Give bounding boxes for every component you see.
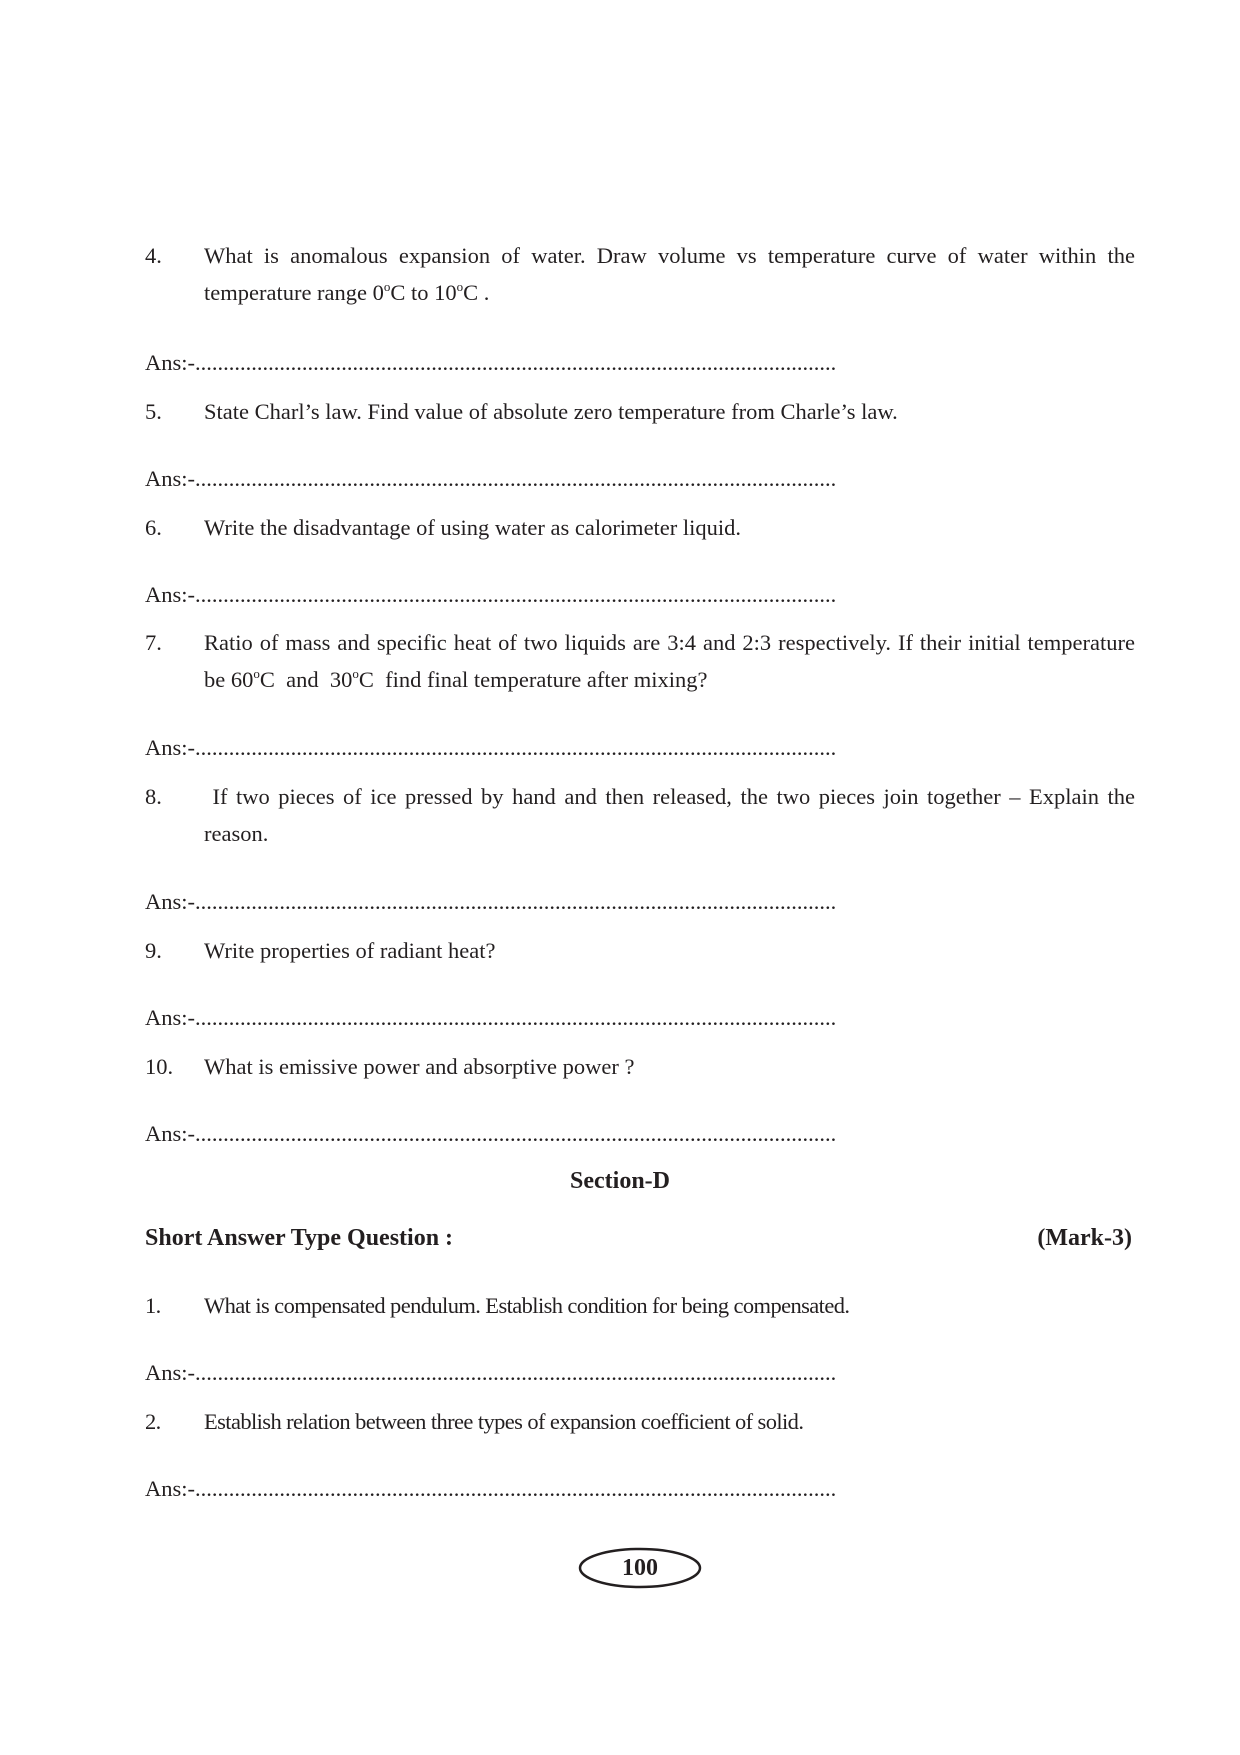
section-heading: Short Answer Type Question : [145, 1225, 454, 1251]
answer-label: Ans:- [145, 582, 195, 607]
page-number: 100 [622, 1555, 658, 1581]
answer-dots: .................................................................................................................. [195, 466, 837, 491]
answer-dots: .................................................................................................................. [195, 1121, 837, 1146]
question-text: Write properties of radiant heat? [204, 938, 496, 963]
answer-line [145, 887, 905, 917]
question-number: 10. [145, 1054, 174, 1079]
answer-line [145, 464, 905, 494]
question-text: Establish relation between three types of expansion coefficient of solid. [204, 1409, 804, 1434]
question-number: 6. [145, 515, 162, 540]
answer-line [145, 1358, 905, 1388]
answer-label: Ans:- [145, 1005, 195, 1030]
answer-dots: .................................................................................................................. [195, 1360, 837, 1385]
answer-label: Ans:- [145, 1476, 195, 1501]
answer-line [145, 580, 905, 610]
answer-label: Ans:- [145, 1121, 195, 1146]
question-number: 7. [145, 630, 162, 655]
question-number: 4. [145, 243, 162, 268]
question-10 [145, 1048, 1135, 1085]
answer-dots: .................................................................................................................. [195, 350, 837, 375]
answer-line [145, 1474, 905, 1504]
question-text: Ratio of mass and specific heat of two liquids are 3:4 and 2:3 respectively. If their initial temperature be 60$^o$C and 30$^o$C find final temperature after mixing? [204, 630, 1135, 692]
answer-line [145, 733, 905, 763]
question-number: 8. [145, 784, 162, 809]
answer-label: Ans:- [145, 1360, 195, 1385]
question-d-1 [145, 1287, 1135, 1324]
answer-line [145, 348, 905, 378]
answer-dots: .................................................................................................................. [195, 735, 837, 760]
section-title: Section-D [570, 1168, 670, 1194]
question-number: 2. [145, 1409, 161, 1434]
answer-dots: .................................................................................................................. [195, 1005, 837, 1030]
question-text: What is anomalous expansion of water. Draw volume vs temperature curve of water within the temperature range 0$^o$C to 10$^o$C . [204, 243, 1135, 305]
answer-label: Ans:- [145, 466, 195, 491]
answer-dots: .................................................................................................................. [195, 889, 837, 914]
answer-label: Ans:- [145, 735, 195, 760]
question-text: Write the disadvantage of using water as calorimeter liquid. [204, 515, 742, 540]
question-7 [145, 624, 1135, 698]
question-text: State Charl’s law. Find value of absolute zero temperature from Charle’s law. [204, 399, 898, 424]
answer-line [145, 1119, 905, 1149]
page-number-badge [578, 1547, 702, 1589]
question-4 [145, 237, 1135, 311]
question-number: 5. [145, 399, 162, 424]
question-9 [145, 932, 1135, 969]
question-text: If two pieces of ice pressed by hand and then released, the two pieces join together – Explain the reason. [204, 784, 1135, 846]
answer-label: Ans:- [145, 889, 195, 914]
question-6 [145, 509, 1135, 546]
answer-dots: .................................................................................................................. [195, 582, 837, 607]
answer-line [145, 1003, 905, 1033]
question-number: 9. [145, 938, 162, 963]
question-8 [145, 778, 1135, 852]
question-5 [145, 393, 1135, 430]
question-text: What is compensated pendulum. Establish condition for being compensated. [204, 1293, 850, 1318]
question-d-2 [145, 1403, 1135, 1440]
question-text: What is emissive power and absorptive power ? [204, 1054, 635, 1079]
answer-label: Ans:- [145, 350, 195, 375]
section-mark: (Mark-3) [1037, 1225, 1132, 1251]
answer-dots: .................................................................................................................. [195, 1476, 837, 1501]
question-number: 1. [145, 1293, 161, 1318]
